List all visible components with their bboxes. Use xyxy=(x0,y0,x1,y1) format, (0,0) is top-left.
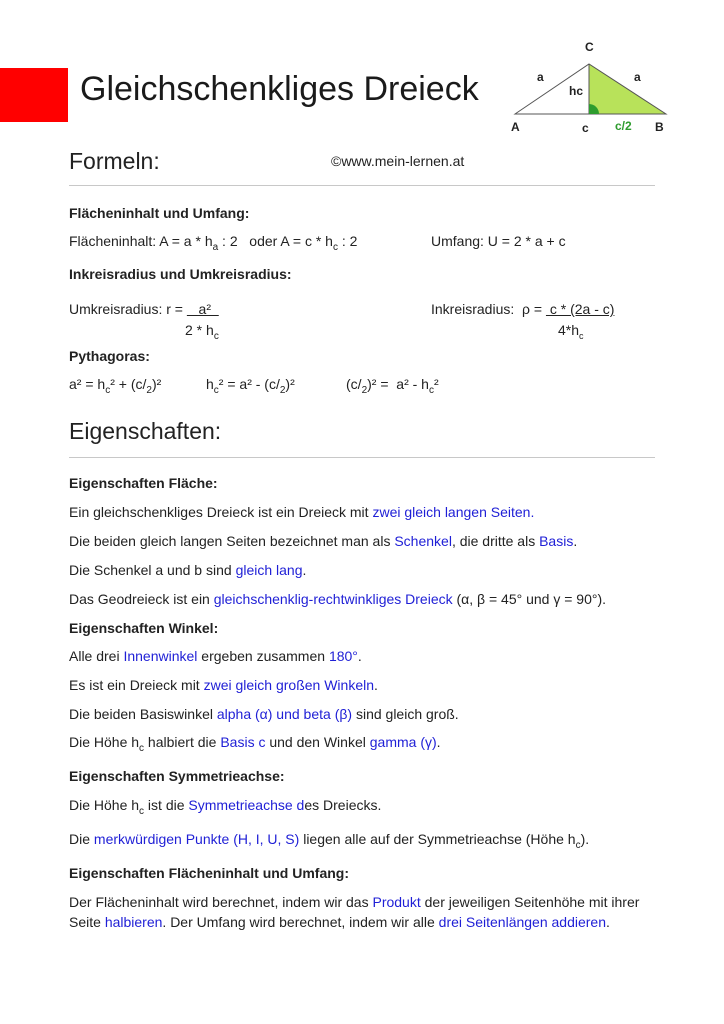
pyth-formula-3: $(c/_2)^2 = a^2 - h_c^2$ xyxy=(346,376,439,396)
label-A: A xyxy=(511,120,520,134)
flaeche-line-4: Das Geodreieck ist ein gleichschenklig-rechtwinkliges Dreieck (α, β = 45° und γ = 90°). xyxy=(69,591,607,607)
perimeter-formula: Umfang: U = 2 * a + c xyxy=(431,233,566,249)
fu-heading: Eigenschaften Flächeninhalt und Umfang: xyxy=(69,865,350,881)
winkel-line-4: Die Höhe $h_c$ halbiert die Basis c und den Winkel gamma (γ). xyxy=(69,734,441,754)
red-accent-block xyxy=(0,68,68,122)
label-c2: c/2 xyxy=(615,119,632,133)
pyth-formula-1: $a^2 = h_c^2 + (c/_2)^2$ xyxy=(69,376,162,396)
copyright: ©www.mein-lernen.at xyxy=(331,153,465,169)
area-heading: Flächeninhalt und Umfang: xyxy=(69,205,250,221)
label-c: c xyxy=(582,121,589,135)
label-a-right: a xyxy=(634,70,641,84)
umkreis-formula: Umkreisradius: r = a² xyxy=(69,301,219,317)
eigenschaften-heading: Eigenschaften: xyxy=(69,418,222,444)
radius-heading: Inkreisradius und Umkreisradius: xyxy=(69,266,292,282)
winkel-line-3: Die beiden Basiswinkel alpha (α) und beta (β) sind gleich groß. xyxy=(69,706,459,722)
divider-1 xyxy=(69,185,655,186)
label-B: B xyxy=(655,120,664,134)
flaeche-line-2: Die beiden gleich langen Seiten bezeichnet man als Schenkel, die dritte als Basis. xyxy=(69,533,578,549)
inkreis-formula: Inkreisradius: ρ = c * (2a - c) xyxy=(431,301,615,317)
label-hc: hc xyxy=(569,84,584,98)
symmetrie-heading: Eigenschaften Symmetrieachse: xyxy=(69,768,285,784)
fu-paragraph: Der Flächeninhalt wird berechnet, indem wir das Produkt der jeweiligen Seitenhöhe mit ihrer Seite halbieren. Der Umfang wird berechnet, indem wir alle drei Seitenlängen addieren. xyxy=(69,894,640,930)
symmetrie-line-2: Die merkwürdigen Punkte (H, I, U, S) liegen alle auf der Symmetrieachse (Höhe $h_c$). xyxy=(69,831,590,851)
flaeche-heading: Eigenschaften Fläche: xyxy=(69,475,218,491)
winkel-line-1: Alle drei Innenwinkel ergeben zusammen 180°. xyxy=(69,648,362,664)
umkreis-denominator: $2 * h_c$ xyxy=(185,322,219,342)
triangle-diagram xyxy=(505,36,670,136)
pyth-formula-2: $h_c^2 = a^2 - (c/_2)^2$ xyxy=(206,376,295,396)
flaeche-line-3: Die Schenkel a und b sind gleich lang. xyxy=(69,562,307,578)
label-C: C xyxy=(585,40,594,54)
divider-2 xyxy=(69,457,655,458)
pyth-heading: Pythagoras: xyxy=(69,348,150,364)
page-title: Gleichschenkliges Dreieck xyxy=(80,70,479,108)
symmetrie-line-1: Die Höhe $h_c$ ist die Symmetrieachse des Dreiecks. xyxy=(69,797,382,817)
area-formula: Flächeninhalt: $A = a * h_a$ : 2 oder $A = c * h_c$ : 2 xyxy=(69,233,358,253)
flaeche-line-1: Ein gleichschenkliges Dreieck ist ein Dreieck mit zwei gleich langen Seiten. xyxy=(69,504,535,520)
inkreis-denominator: $4*h_c$ xyxy=(558,322,584,341)
winkel-line-2: Es ist ein Dreieck mit zwei gleich großen Winkeln. xyxy=(69,677,378,693)
formeln-heading: Formeln: xyxy=(69,148,160,174)
winkel-heading: Eigenschaften Winkel: xyxy=(69,620,219,636)
label-a-left: a xyxy=(537,70,544,84)
